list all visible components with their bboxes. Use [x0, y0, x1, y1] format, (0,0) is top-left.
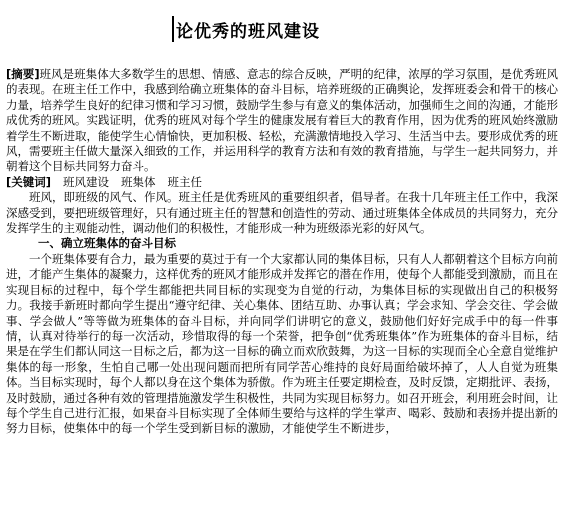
keyword: 班主任 — [167, 174, 203, 189]
abstract-text: 班风是班集体大多数学生的思想、情感、意志的综合反映，严明的纪律，浓厚的学习氛围，是优秀班风的表现。在班主任工作中，我感到给确立班集体的奋斗目标，培养班级的正确舆论，发挥班委会和骨干的核心力量，培养学生良好的纪律习惯和学习习惯，鼓励学生参与有意义的集体活动，加强师生之间的沟通，才能形成优秀的班风。实践证明，优秀的班风对每个学生的健康发展有着巨大的教育作用，因为优秀的班风始终激励着学生不断进取，能使学生心情愉快，更加积极、轻松，充满激情地投入学习、生活当中去。要形成优秀的班风，需要班主任做大量深入细致的工作，并运用科学的教育方法和有效的教育措施，与学生一起共同努力，并朝着这个目标共同努力奋斗。 — [6, 67, 558, 174]
keywords-label: [关键词] — [6, 174, 52, 189]
document-body — [6, 67, 558, 437]
text-cursor — [172, 16, 174, 42]
document-title: 论优秀的班风建设 — [176, 21, 320, 42]
keywords-paragraph — [6, 175, 558, 190]
keyword: 班集体 — [121, 174, 156, 189]
intro-paragraph: 班风，即班级的风气、作风。班主任是优秀班风的重要组织者，倡导者。在我十几年班主任工作中，我深深感受到，要把班级管理好，只有通过班主任的智慧和创造性的劳动、通过班集体全体成员的共同努力，充分发挥学生的主观能动性，调动他们的积极性，才能形成一种为班级添光彩的好风气。 — [6, 190, 558, 236]
section-heading: 一、确立班集体的奋斗目标 — [38, 236, 176, 251]
keyword: 班风建设 — [63, 174, 110, 189]
section1-paragraph: 一个班集体要有合力，最为重要的莫过于有一个大家都认同的集体目标，只有人人都朝着这个目标方向前进，才能产生集体的凝聚力，这样优秀的班风才能形成并发挥它的潜在作用，使每个人都能受到激励，而且在实现目标的过程中，每个学生都能把共同目标的实现变为自觉的行动，为集体目标的实现做出自己的积极努力。我接手新班时都向学生提出“遵守纪律、关心集体、团结互助、办事认真；学会求知、学会交往、学会做事、学会做人”等等做为班集体的奋斗目标，并向同学们讲明它的意义，鼓励他们好好完成手中的每一件事情，认真对待举行的每一次活动，珍惜取得的每一个荣誉，把争创“优秀班集体”作为班集体的奋斗目标，结果是在学生们都认同这一目标之后，都为这一目标的确立而欢欣鼓舞，为这一目标的实现而全心全意自觉维护集体的每一形象，生怕自己哪一处出现问题而把所有同学苦心维持的良好局面给破坏掉了，人人自觉为班集体。当目标实现时，每个人都以身在这个集体为骄傲。作为班主任要定期检查，及时反馈，定期批评、表扬，及时鼓励，通过各种有效的管理措施激发学生积极性，共同为实现目标努力。如召开班会，利用班会时间，让每个学生自己进行汇报，如果奋斗目标实现了全体师生要给与这样的学生掌声、喝彩、鼓励和表扬并提出新的努力目标，使集体中的每一个学生受到新目标的激励，才能使学生不断进步， — [6, 251, 558, 436]
abstract-label: [摘要] — [6, 67, 40, 81]
abstract-paragraph — [6, 67, 558, 175]
title-block — [172, 14, 320, 44]
